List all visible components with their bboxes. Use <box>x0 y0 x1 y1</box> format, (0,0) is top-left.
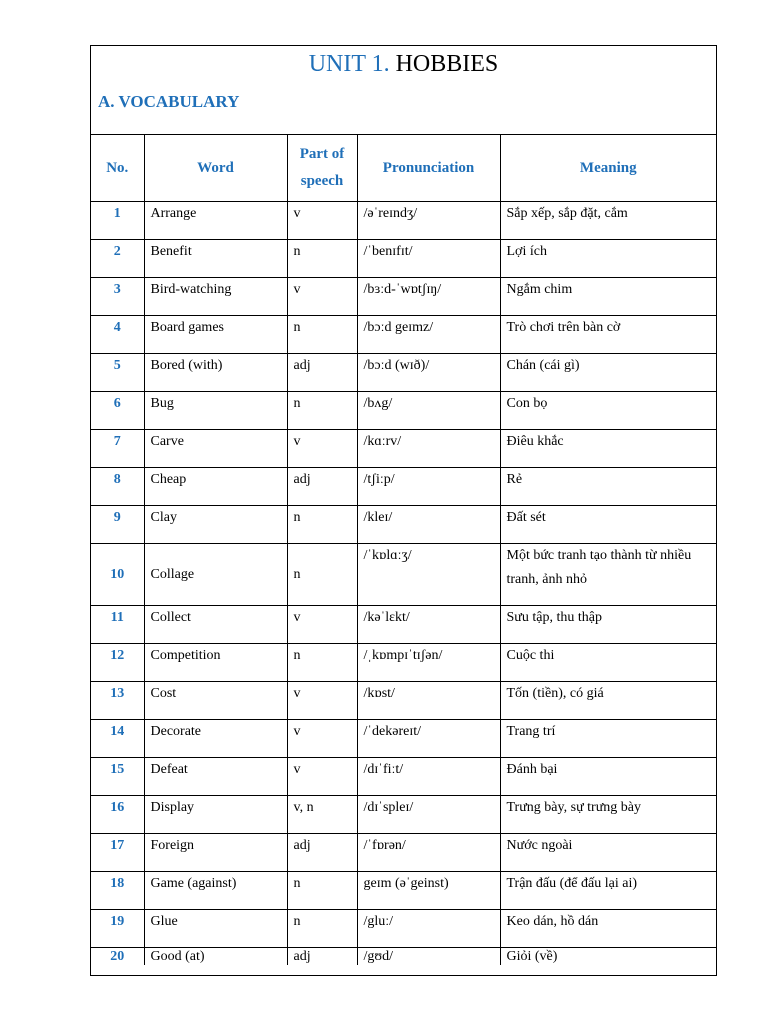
cell-meaning: Giỏi (về) <box>506 949 558 964</box>
cell-part-of-speech: adj <box>287 354 357 392</box>
table-row <box>91 278 716 316</box>
section-title: A. VOCABULARY <box>98 92 240 111</box>
col-header-no: No. <box>91 135 144 202</box>
cell-word: Foreign <box>144 834 287 872</box>
cell-pronunciation: /gluː/ <box>357 910 500 948</box>
cell-no: 6 <box>91 392 144 430</box>
cell-part-of-speech: n <box>287 506 357 544</box>
document-page <box>90 45 717 976</box>
cell-pronunciation: /bɜːd-ˈwɒtʃɪŋ/ <box>357 278 500 316</box>
vocabulary-table <box>91 135 716 965</box>
unit-topic: HOBBIES <box>395 51 499 77</box>
table-row <box>91 872 716 910</box>
cell-pronunciation: geɪm (əˈgeinst) <box>357 872 500 910</box>
cell-no: 17 <box>91 834 144 872</box>
cell-pronunciation: /bʌg/ <box>357 392 500 430</box>
cell-no: 2 <box>91 240 144 278</box>
cell-part-of-speech: n <box>287 240 357 278</box>
table-row <box>91 682 716 720</box>
table-row <box>91 758 716 796</box>
document-header <box>91 46 716 135</box>
cell-pronunciation: /ˈdekəreɪt/ <box>357 720 500 758</box>
table-header-row <box>91 135 716 202</box>
cell-no: 16 <box>91 796 144 834</box>
cell-pronunciation: /bɔːd (wɪð)/ <box>357 354 500 392</box>
cell-no: 8 <box>91 468 144 506</box>
cell-word: Benefit <box>144 240 287 278</box>
cell-meaning: Chán (cái gì) <box>500 354 716 392</box>
cell-meaning: Nước ngoài <box>500 834 716 872</box>
cell-word: Glue <box>144 910 287 948</box>
cell-part-of-speech: v, n <box>287 796 357 834</box>
cell-pronunciation: /kleɪ/ <box>357 506 500 544</box>
col-header-pronunciation: Pronunciation <box>357 135 500 202</box>
table-row <box>91 720 716 758</box>
cell-part-of-speech: adj <box>287 468 357 506</box>
cell-meaning: Sưu tập, thu thập <box>500 606 716 644</box>
cell-word: Board games <box>144 316 287 354</box>
table-row <box>91 202 716 240</box>
cell-part-of-speech: v <box>287 430 357 468</box>
table-row <box>91 910 716 948</box>
cell-pronunciation: /gʊd/ <box>357 948 500 966</box>
col-header-pos-line2: speech <box>300 173 344 189</box>
cell-no: 14 <box>91 720 144 758</box>
table-row <box>91 948 716 966</box>
cell-no: 7 <box>91 430 144 468</box>
cell-no: 5 <box>91 354 144 392</box>
cell-meaning: Sắp xếp, sắp đặt, cắm <box>500 202 716 240</box>
cell-part-of-speech: n <box>287 910 357 948</box>
cell-pronunciation: /kɒst/ <box>357 682 500 720</box>
cell-no: 12 <box>91 644 144 682</box>
cell-meaning: Một bức tranh tạo thành từ nhiều tranh, ảnh nhỏ <box>500 544 716 606</box>
cell-pronunciation: /kəˈlɛkt/ <box>357 606 500 644</box>
cell-word: Arrange <box>144 202 287 240</box>
cell-word: Good (at) <box>144 948 287 966</box>
cell-part-of-speech: v <box>287 682 357 720</box>
cell-meaning: Keo dán, hồ dán <box>500 910 716 948</box>
cell-pronunciation: /tʃiːp/ <box>357 468 500 506</box>
cell-meaning: Tốn (tiền), có giá <box>500 682 716 720</box>
cell-part-of-speech: n <box>287 872 357 910</box>
table-row <box>91 240 716 278</box>
cell-part-of-speech: v <box>287 202 357 240</box>
cell-pronunciation: /ˌkɒmpɪˈtɪʃən/ <box>357 644 500 682</box>
table-row <box>91 392 716 430</box>
cell-no: 19 <box>91 910 144 948</box>
cell-no: 3 <box>91 278 144 316</box>
cell-pronunciation: /əˈreɪndʒ/ <box>357 202 500 240</box>
cell-part-of-speech: n <box>287 392 357 430</box>
cell-no: 4 <box>91 316 144 354</box>
table-row <box>91 354 716 392</box>
cell-pronunciation: /ˈfɒrən/ <box>357 834 500 872</box>
cell-part-of-speech: adj <box>287 948 357 966</box>
cell-word: Decorate <box>144 720 287 758</box>
cell-no: 13 <box>91 682 144 720</box>
cell-part-of-speech: n <box>287 544 357 606</box>
cell-word: Competition <box>144 644 287 682</box>
cell-pronunciation: /dɪˈfiːt/ <box>357 758 500 796</box>
cell-part-of-speech: adj <box>287 834 357 872</box>
cell-part-of-speech: v <box>287 606 357 644</box>
cell-pronunciation: /ˈbenɪfɪt/ <box>357 240 500 278</box>
cell-part-of-speech: v <box>287 278 357 316</box>
cell-meaning: Cuộc thi <box>500 644 716 682</box>
cell-word: Carve <box>144 430 287 468</box>
cell-meaning: Trưng bày, sự trưng bày <box>500 796 716 834</box>
cell-no: 9 <box>91 506 144 544</box>
cell-pronunciation: /ˈkɒlɑːʒ/ <box>357 544 500 606</box>
cell-no: 18 <box>91 872 144 910</box>
cell-word: Collage <box>144 544 287 606</box>
table-row <box>91 606 716 644</box>
cell-meaning: Điêu khắc <box>500 430 716 468</box>
table-row <box>91 644 716 682</box>
cell-word: Collect <box>144 606 287 644</box>
page-title <box>91 48 716 80</box>
unit-label: UNIT 1. <box>308 51 390 77</box>
table-row <box>91 544 716 606</box>
cell-word: Bug <box>144 392 287 430</box>
table-row <box>91 468 716 506</box>
cell-meaning: Trang trí <box>500 720 716 758</box>
cell-part-of-speech: n <box>287 316 357 354</box>
cell-no: 10 <box>91 544 144 606</box>
cell-meaning: Ngắm chim <box>500 278 716 316</box>
cell-no: 11 <box>91 606 144 644</box>
col-header-word: Word <box>144 135 287 202</box>
cell-word: Defeat <box>144 758 287 796</box>
col-header-pos-line1: Part of <box>299 146 345 162</box>
cell-part-of-speech: v <box>287 720 357 758</box>
cell-word: Bored (with) <box>144 354 287 392</box>
cell-word: Game (against) <box>144 872 287 910</box>
cell-meaning: Trận đấu (để đấu lại ai) <box>500 872 716 910</box>
table-body <box>91 202 716 966</box>
cell-no: 1 <box>91 202 144 240</box>
cell-meaning: Đánh bại <box>500 758 716 796</box>
cell-meaning: Lợi ích <box>500 240 716 278</box>
table-row <box>91 430 716 468</box>
cell-word: Cost <box>144 682 287 720</box>
table-row <box>91 506 716 544</box>
cell-no: 15 <box>91 758 144 796</box>
cell-meaning: Con bọ <box>500 392 716 430</box>
cell-pronunciation: /kɑːrv/ <box>357 430 500 468</box>
col-header-part-of-speech <box>287 135 357 202</box>
cell-meaning: Rẻ <box>500 468 716 506</box>
cell-word: Clay <box>144 506 287 544</box>
col-header-meaning: Meaning <box>500 135 716 202</box>
cell-part-of-speech: n <box>287 644 357 682</box>
table-row <box>91 796 716 834</box>
table-row <box>91 834 716 872</box>
cell-word: Cheap <box>144 468 287 506</box>
cell-pronunciation: /bɔːd geɪmz/ <box>357 316 500 354</box>
cell-meaning: Trò chơi trên bàn cờ <box>500 316 716 354</box>
table-row <box>91 316 716 354</box>
cell-word: Bird-watching <box>144 278 287 316</box>
cell-pronunciation: /dɪˈspleɪ/ <box>357 796 500 834</box>
cell-no: 20 <box>91 948 144 966</box>
cell-part-of-speech: v <box>287 758 357 796</box>
cell-word: Display <box>144 796 287 834</box>
cell-meaning: Đất sét <box>500 506 716 544</box>
